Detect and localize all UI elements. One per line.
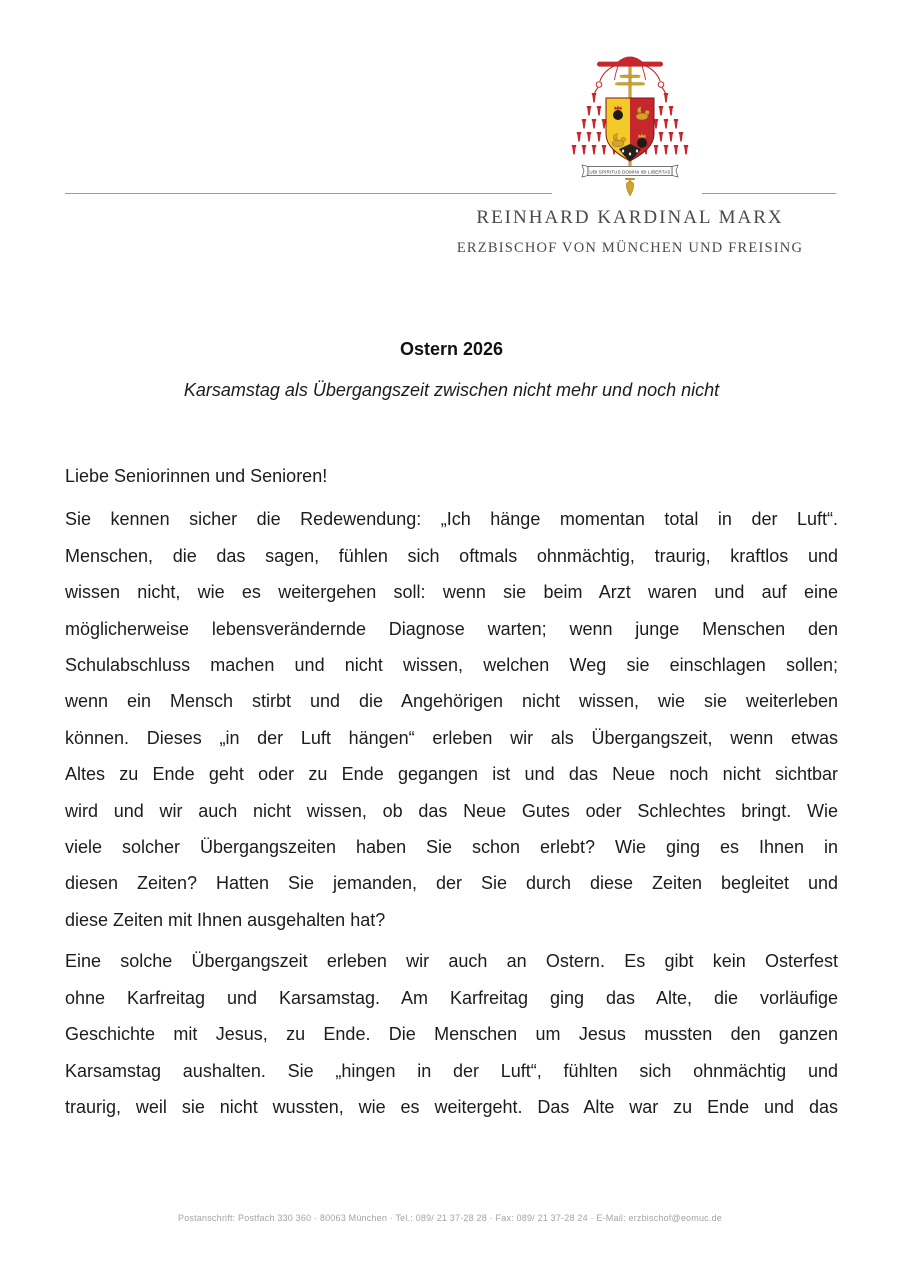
letterhead-rule-right: [702, 193, 836, 194]
text-line: traurig, weil sie nicht wussten, wie es weitergeht. Das Alte war zu Ende und das: [65, 1096, 838, 1117]
text-line: Altes zu Ende geht oder zu Ende gegangen ist und das Neue noch nicht sichtbar: [65, 764, 838, 785]
footer-contact-line: Postanschrift: Postfach 330 360 · 80063 München · Tel.: 089/ 21 37-28 28 · Fax: 089/ 21 37-28 24 · E-Mail: erzbischof@eomuc.de: [178, 1213, 722, 1223]
text-line: wenn ein Mensch stirbt und die Angehörigen nicht wissen, wie sie weiterleben: [65, 691, 838, 712]
text-line: diese Zeiten mit Ihnen ausgehalten hat?: [65, 909, 386, 930]
paragraph: [65, 943, 838, 1125]
letterhead-rule-left: [65, 193, 552, 194]
text-line: Geschichte mit Jesus, zu Ende. Die Menschen um Jesus mussten den ganzen: [65, 1024, 838, 1045]
text-line: Menschen, die das sagen, fühlen sich oftmals ohnmächtig, traurig, kraftlos und: [65, 545, 838, 566]
crest-motto: UBI SPIRITUS DOMINI IBI LIBERTAS: [589, 169, 671, 175]
text-line: Eine solche Übergangszeit erleben wir auch an Ostern. Es gibt kein Osterfest: [65, 951, 838, 972]
text-line: diesen Zeiten? Hatten Sie jemanden, der Sie durch diese Zeiten begleitet und: [65, 873, 838, 894]
text-line: ohne Karfreitag und Karsamstag. Am Karfreitag ging das Alte, die vorläufige: [65, 987, 838, 1008]
letter-title: Ostern 2026: [399, 339, 504, 359]
letter-subtitle: Karsamstag als Übergangszeit zwischen nicht mehr und noch nicht: [183, 380, 720, 400]
text-line: Karsamstag aushalten. Sie „hingen in der Luft“, fühlten sich ohnmächtig und: [65, 1060, 838, 1081]
paragraphs: [65, 501, 838, 1125]
sender-role: ERZBISCHOF VON MÜNCHEN UND FREISING: [456, 240, 804, 256]
sender-name: REINHARD KARDINAL MARX: [476, 207, 784, 228]
text-line: möglicherweise lebensverändernde Diagnose warten; wenn junge Menschen den: [65, 618, 838, 639]
salutation: Liebe Seniorinnen und Senioren!: [65, 466, 328, 486]
paragraph: [65, 501, 838, 938]
text-line: Sie kennen sicher die Redewendung: „Ich hänge momentan total in der Luft“.: [65, 509, 838, 530]
text-line: Schulabschluss machen und nicht wissen, welchen Weg sie einschlagen sollen;: [65, 655, 838, 676]
text-line: wird und wir auch nicht wissen, ob das Neue Gutes oder Schlechtes bringt. Wie: [65, 800, 838, 821]
text-line: können. Dieses „in der Luft hängen“ erleben wir als Übergangszeit, wenn etwas: [65, 727, 838, 748]
text-line: wissen nicht, wie es weitergehen soll: wenn sie beim Arzt waren und auf eine: [65, 582, 838, 603]
sender-block: [420, 206, 840, 257]
letter-body: [65, 339, 838, 1125]
text-line: viele solcher Übergangszeiten haben Sie schon erlebt? Wie ging es Ihnen in: [65, 837, 838, 858]
cardinal-coat-of-arms-icon: [570, 48, 690, 198]
